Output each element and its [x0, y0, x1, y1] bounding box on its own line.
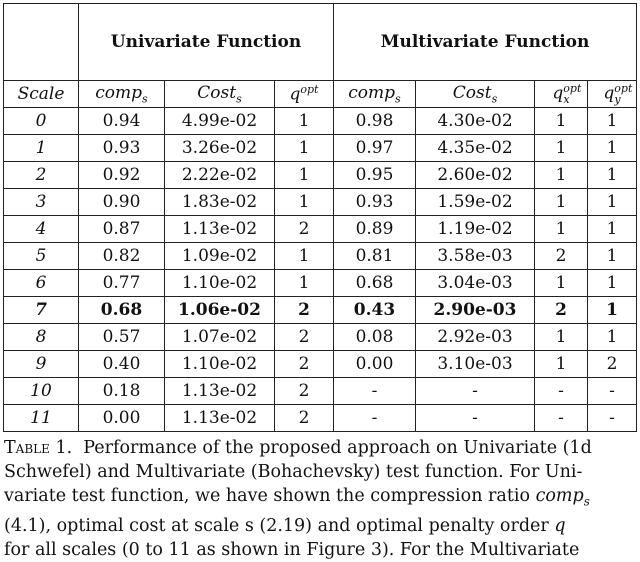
cell-qy: - — [588, 378, 637, 405]
caption-math-sub: s — [583, 494, 590, 509]
cell-qx: 1 — [535, 135, 588, 162]
cell-u-comp: 0.40 — [79, 351, 165, 378]
cell-u-cost: 3.26e-02 — [165, 135, 275, 162]
cell-qy: 1 — [588, 162, 637, 189]
cell-qy: 1 — [588, 216, 637, 243]
cell-qy: 2 — [588, 351, 637, 378]
cell-u-comp: 0.77 — [79, 270, 165, 297]
caption-line: variate test function, we have shown the compression ratio — [4, 486, 530, 506]
cell-u-q: 1 — [275, 135, 334, 162]
cell-m-comp: - — [334, 378, 416, 405]
caption-math: q — [554, 515, 566, 536]
caption-math: comp — [535, 486, 584, 506]
cell-u-q: 2 — [275, 405, 334, 432]
cell-scale: 5 — [4, 243, 79, 270]
caption-line: (4.1), optimal cost at scale s (2.19) and optimal penalty order — [4, 515, 549, 536]
cell-m-cost: 3.04e-03 — [416, 270, 535, 297]
table-row — [4, 216, 637, 243]
cell-u-cost: 1.13e-02 — [165, 378, 275, 405]
cell-m-comp: 0.08 — [334, 324, 416, 351]
col-scale: Scale — [4, 81, 79, 108]
cell-qx: 1 — [535, 270, 588, 297]
col-m-comp: comp$_s$ — [334, 81, 416, 108]
cell-u-cost: 1.09e-02 — [165, 243, 275, 270]
cell-qy: - — [588, 405, 637, 432]
cell-scale: 8 — [4, 324, 79, 351]
col-m-cost: Cost$_s$ — [416, 81, 535, 108]
cell-u-cost: 1.13e-02 — [165, 405, 275, 432]
cell-u-comp: 0.68 — [79, 297, 165, 324]
cell-qy: 1 — [588, 243, 637, 270]
cell-u-comp: 0.92 — [79, 162, 165, 189]
cell-qx: 1 — [535, 351, 588, 378]
table-row — [4, 378, 637, 405]
cell-qx: 1 — [535, 216, 588, 243]
cell-scale: 1 — [4, 135, 79, 162]
cell-qy: 1 — [588, 270, 637, 297]
table-row — [4, 162, 637, 189]
cell-u-q: 1 — [275, 243, 334, 270]
cell-qx: - — [535, 378, 588, 405]
cell-qx: 2 — [535, 297, 588, 324]
cell-m-cost: 3.10e-03 — [416, 351, 535, 378]
cell-qy: 1 — [588, 108, 637, 135]
caption-line: for all scales (0 to 11 as shown in Figure 3). For the Multivariate — [4, 539, 580, 560]
cell-u-cost: 4.99e-02 — [165, 108, 275, 135]
cell-u-q: 1 — [275, 270, 334, 297]
empty-corner — [4, 4, 79, 81]
cell-u-q: 2 — [275, 324, 334, 351]
cell-u-comp: 0.87 — [79, 216, 165, 243]
cell-u-comp: 0.82 — [79, 243, 165, 270]
cell-scale: 10 — [4, 378, 79, 405]
cell-scale: 6 — [4, 270, 79, 297]
col-u-cost: Cost$_s$ — [165, 81, 275, 108]
cell-qx: 1 — [535, 162, 588, 189]
cell-u-cost: 1.07e-02 — [165, 324, 275, 351]
cell-m-cost: 3.58e-03 — [416, 243, 535, 270]
cell-qx: 1 — [535, 108, 588, 135]
caption-line: Schwefel) and Multivariate (Bohachevsky) test function. For Uni- — [4, 462, 583, 482]
cell-m-comp: 0.95 — [334, 162, 416, 189]
cell-scale: 7 — [4, 297, 79, 324]
cell-u-comp: 0.57 — [79, 324, 165, 351]
cell-u-comp: 0.93 — [79, 135, 165, 162]
table-row — [4, 324, 637, 351]
cell-u-cost: 2.22e-02 — [165, 162, 275, 189]
cell-m-cost: - — [416, 405, 535, 432]
cell-qy: 1 — [588, 135, 637, 162]
cell-qx: 1 — [535, 324, 588, 351]
table-caption — [4, 436, 640, 562]
col-qx: $q^{opt}_x$ — [535, 81, 588, 108]
cell-m-cost: 4.30e-02 — [416, 108, 535, 135]
cell-u-cost: 1.13e-02 — [165, 216, 275, 243]
cell-m-cost: 2.92e-03 — [416, 324, 535, 351]
cell-scale: 11 — [4, 405, 79, 432]
cell-m-comp: 0.68 — [334, 270, 416, 297]
cell-m-comp: - — [334, 405, 416, 432]
cell-u-cost: 1.10e-02 — [165, 270, 275, 297]
cell-m-cost: 1.19e-02 — [416, 216, 535, 243]
cell-m-comp: 0.93 — [334, 189, 416, 216]
cell-u-q: 1 — [275, 189, 334, 216]
table-row — [4, 135, 637, 162]
cell-u-cost: 1.10e-02 — [165, 351, 275, 378]
cell-scale: 3 — [4, 189, 79, 216]
cell-qx: 2 — [535, 243, 588, 270]
cell-u-q: 2 — [275, 297, 334, 324]
table-row — [4, 108, 637, 135]
cell-m-comp: 0.98 — [334, 108, 416, 135]
group-univariate: Univariate Function — [79, 4, 334, 81]
caption-line: Performance of the proposed approach on Univariate (1d — [83, 438, 592, 458]
results-table — [3, 3, 637, 432]
col-qy: $q^{opt}_y$ — [588, 81, 637, 108]
cell-u-q: 1 — [275, 108, 334, 135]
cell-u-comp: 0.94 — [79, 108, 165, 135]
cell-u-q: 2 — [275, 378, 334, 405]
table-row — [4, 243, 637, 270]
cell-qy: 1 — [588, 189, 637, 216]
cell-u-q: 1 — [275, 162, 334, 189]
table-row — [4, 270, 637, 297]
cell-scale: 2 — [4, 162, 79, 189]
cell-m-comp: 0.81 — [334, 243, 416, 270]
cell-u-comp: 0.90 — [79, 189, 165, 216]
cell-m-comp: 0.97 — [334, 135, 416, 162]
cell-m-cost: 4.35e-02 — [416, 135, 535, 162]
cell-qy: 1 — [588, 324, 637, 351]
table-row — [4, 351, 637, 378]
cell-u-cost: 1.83e-02 — [165, 189, 275, 216]
col-u-q: $q^{opt}$ — [275, 81, 334, 108]
cell-m-cost: 2.90e-03 — [416, 297, 535, 324]
group-multivariate: Multivariate Function — [334, 4, 637, 81]
cell-m-cost: 1.59e-02 — [416, 189, 535, 216]
cell-m-cost: 2.60e-02 — [416, 162, 535, 189]
cell-u-comp: 0.00 — [79, 405, 165, 432]
table-row — [4, 189, 637, 216]
cell-qx: - — [535, 405, 588, 432]
cell-scale: 4 — [4, 216, 79, 243]
table-row — [4, 405, 637, 432]
caption-label: Table 1. — [4, 438, 73, 458]
cell-qy: 1 — [588, 297, 637, 324]
cell-m-comp: 0.89 — [334, 216, 416, 243]
cell-m-comp: 0.00 — [334, 351, 416, 378]
col-u-comp: comp$_s$ — [79, 81, 165, 108]
cell-scale: 9 — [4, 351, 79, 378]
cell-u-comp: 0.18 — [79, 378, 165, 405]
cell-m-cost: - — [416, 378, 535, 405]
cell-u-q: 2 — [275, 216, 334, 243]
cell-qx: 1 — [535, 189, 588, 216]
cell-u-q: 2 — [275, 351, 334, 378]
cell-u-cost: 1.06e-02 — [165, 297, 275, 324]
cell-m-comp: 0.43 — [334, 297, 416, 324]
cell-scale: 0 — [4, 108, 79, 135]
table-row — [4, 297, 637, 324]
